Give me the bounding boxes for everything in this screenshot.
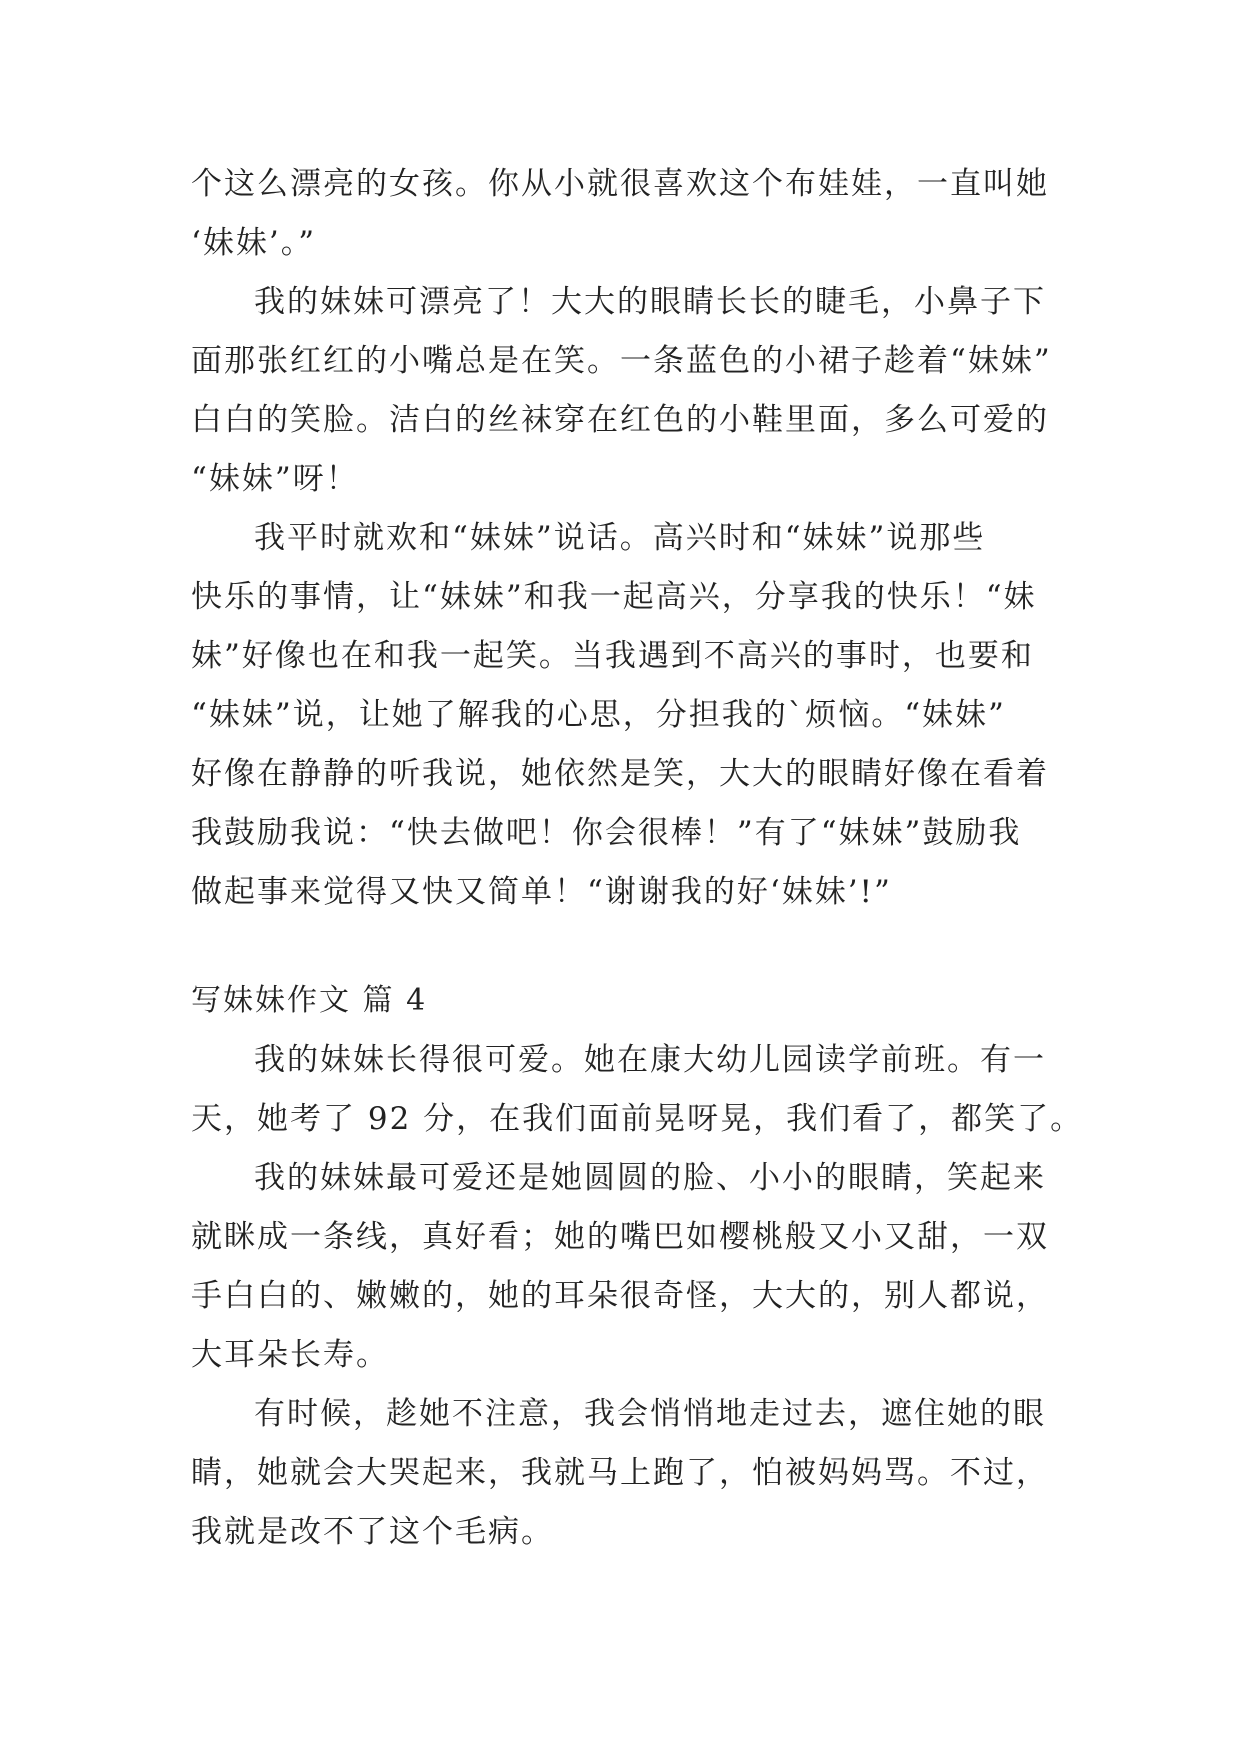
paragraph-line: 就眯成一条线，真好看；她的嘴巴如樱桃般又小又甜，一双 — [191, 1219, 1049, 1255]
paragraph-line: 快乐的事情，让“妹妹”和我一起高兴，分享我的快乐！“妹 — [191, 579, 1037, 615]
paragraph-line: 我平时就欢和“妹妹”说话。高兴时和“妹妹”说那些 — [254, 520, 986, 556]
paragraph-line: 我的妹妹可漂亮了！大大的眼睛长长的睫毛，小鼻子下 — [254, 284, 1046, 320]
paragraph-line: 手白白的、嫩嫩的，她的耳朵很奇怪，大大的，别人都说， — [191, 1278, 1049, 1314]
paragraph-line: 天，她考了 92 分，在我们面前晃呀晃，我们看了，都笑了。 — [191, 1101, 1084, 1137]
paragraph-line: 面那张红红的小嘴总是在笑。一条蓝色的小裙子趁着“妹妹” — [191, 343, 1052, 379]
paragraph-line: 我的妹妹最可爱还是她圆圆的脸、小小的眼睛，笑起来 — [254, 1160, 1046, 1196]
paragraph-line: 我的妹妹长得很可爱。她在康大幼儿园读学前班。有一 — [254, 1042, 1046, 1078]
paragraph-line: 有时候，趁她不注意，我会悄悄地走过去，遮住她的眼 — [254, 1396, 1046, 1432]
paragraph-line: 做起事来觉得又快又简单！“谢谢我的好‘妹妹’!” — [191, 874, 892, 910]
paragraph-line: 白白的笑脸。洁白的丝袜穿在红色的小鞋里面，多么可爱的 — [191, 402, 1049, 438]
paragraph-line: 好像在静静的听我说，她依然是笑，大大的眼睛好像在看着 — [191, 756, 1049, 792]
paragraph-line: 妹”好像也在和我一起笑。当我遇到不高兴的事时，也要和 — [191, 638, 1034, 674]
paragraph-line: “妹妹”说，让她了解我的心思，分担我的`烦恼。“妹妹” — [191, 697, 1006, 733]
paragraph-line: 睛，她就会大哭起来，我就马上跑了，怕被妈妈骂。不过， — [191, 1455, 1049, 1491]
paragraph-line: 个这么漂亮的女孩。你从小就很喜欢这个布娃娃，一直叫她 — [191, 166, 1049, 202]
paragraph-line: 大耳朵长寿。 — [191, 1337, 389, 1373]
section-heading: 写妹妹作文 篇 4 — [191, 983, 428, 1018]
paragraph-line: 我鼓励我说：“快去做吧！你会很棒！”有了“妹妹”鼓励我 — [191, 815, 1022, 851]
paragraph-line: 我就是改不了这个毛病。 — [191, 1514, 554, 1550]
paragraph-line: ‘妹妹’。” — [191, 225, 317, 261]
paragraph-line: “妹妹”呀！ — [191, 461, 359, 497]
